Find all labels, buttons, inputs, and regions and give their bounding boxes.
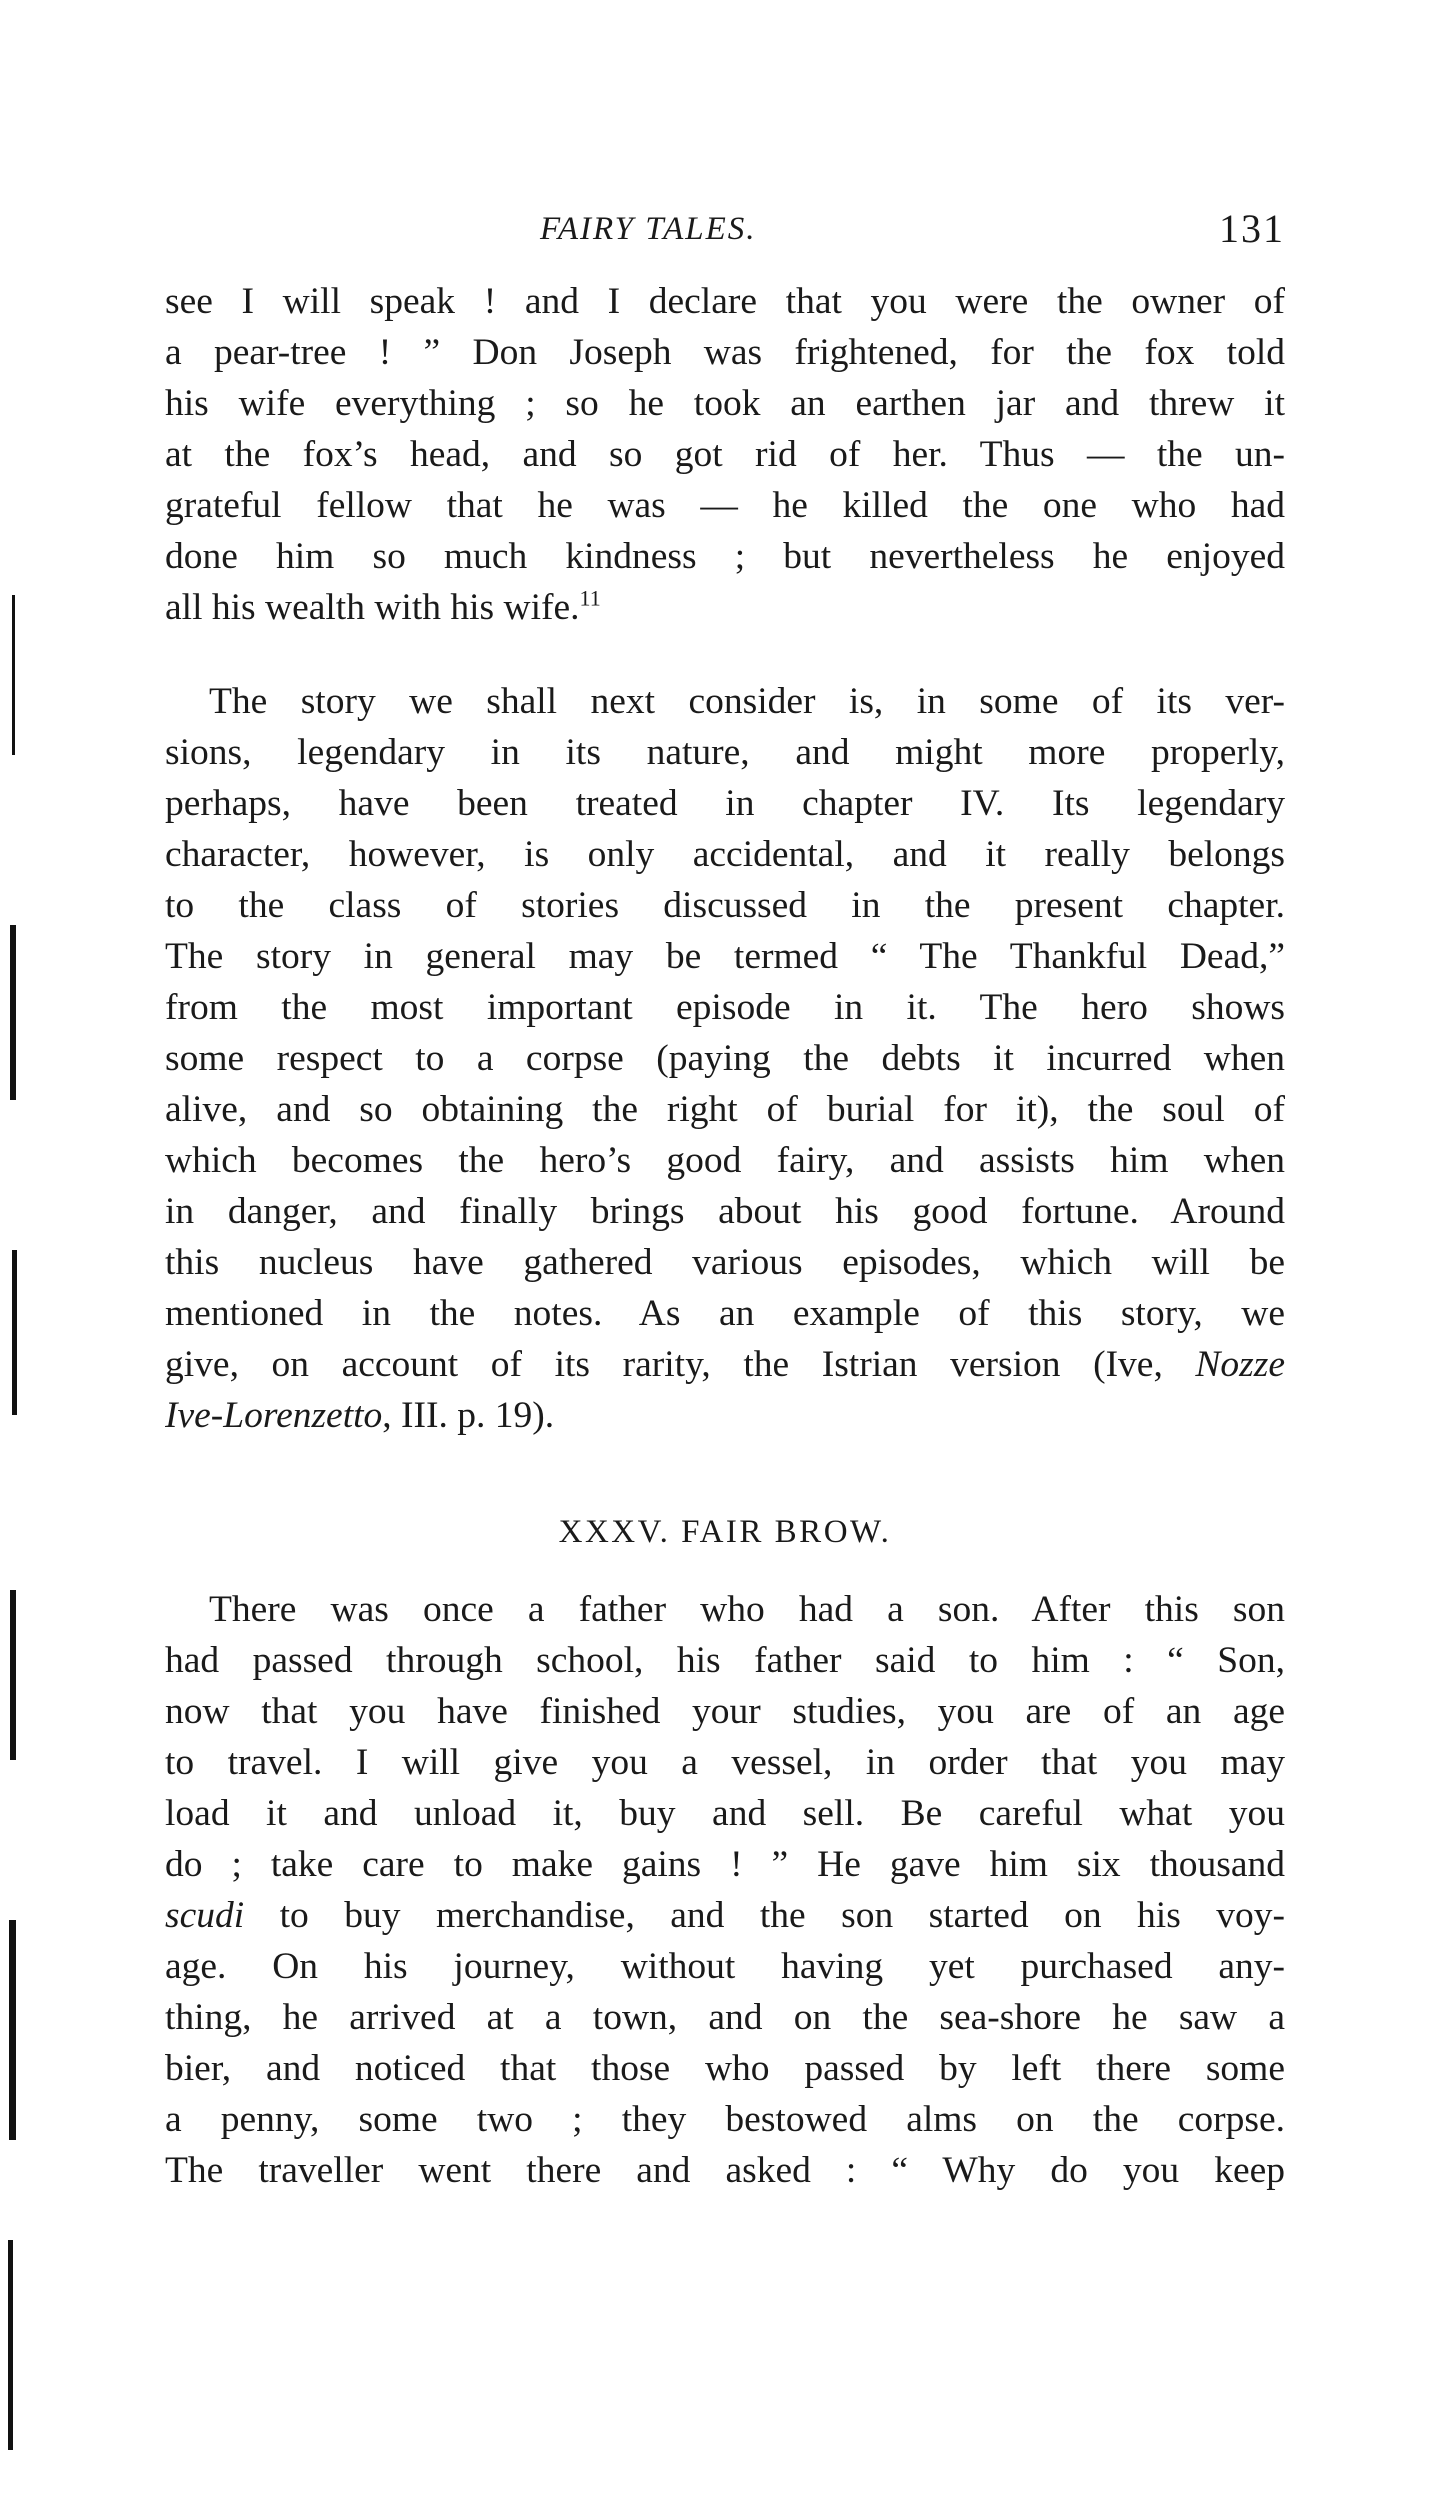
section-heading: XXXV. FAIR BROW. [558,1514,892,1550]
text-line: grateful fellow that he was — he killed the one who had [165,485,1285,526]
footnote-reference: 11 [579,585,601,611]
text-line: from the most important episode in it. The hero shows [165,987,1285,1028]
text-line: to travel. I will give you a vessel, in order that you may [165,1742,1285,1783]
text-line: age. On his journey, without having yet purchased any- [165,1946,1285,1987]
text-line: The story we shall next consider is, in some of its ver- [209,681,1285,722]
scan-edge-mark [10,1590,16,1760]
text-line: see I will speak ! and I declare that you were the owner of [165,281,1285,322]
italic-run: Nozze [1195,1344,1285,1385]
running-head [165,205,1285,255]
scan-edge-mark [12,1250,17,1415]
text-line: perhaps, have been treated in chapter IV. Its legendary [165,783,1285,824]
italic-run: scudi [165,1895,245,1936]
text-line: a pear-tree ! ” Don Joseph was frightened, for the fox told [165,332,1285,373]
scan-edge-mark [9,1920,16,2140]
text-line: do ; take care to make gains ! ” He gave him six thousand [165,1844,1285,1885]
text-line: The story in general may be termed “ The Thankful Dead,” [165,936,1285,977]
text-line: this nucleus have gathered various episodes, which will be [165,1242,1285,1283]
text-line: There was once a father who had a son. After this son [209,1589,1285,1630]
text-line: a penny, some two ; they bestowed alms on the corpse. [165,2099,1285,2140]
text-run: all his wealth with his wife. [165,587,580,628]
text-line: to the class of stories discussed in the present chapter. [165,885,1285,926]
text-line: load it and unload it, buy and sell. Be careful what you [165,1793,1285,1834]
text-line: bier, and noticed that those who passed by left there some [165,2048,1285,2089]
text-run: to buy merchandise, and the son started on his voy- [244,1895,1285,1936]
text-run: , III. p. 19). [382,1395,555,1436]
text-line: thing, he arrived at a town, and on the sea-shore he saw a [165,1997,1285,2038]
paragraph-story [165,1584,1285,2196]
scan-edge-mark [12,595,15,755]
italic-run: Ive-Lorenzetto [165,1395,383,1436]
text-line: some respect to a corpse (paying the debts it incurred when [165,1038,1285,1079]
text-line: now that you have finished your studies, you are of an age [165,1691,1285,1732]
scan-edge-mark [10,925,16,1100]
text-line [165,582,1285,633]
text-line: sions, legendary in its nature, and might more properly, [165,732,1285,773]
text-line [165,1339,1285,1390]
paragraph-continuation [165,276,1285,633]
text-line [165,1890,1285,1941]
page-number: 131 [1219,206,1285,251]
text-run: give, on account of its rarity, the Istrian version (Ive, [165,1344,1196,1385]
text-line: at the fox’s head, and so got rid of her. Thus — the un- [165,434,1285,475]
paragraph-introduction [165,676,1285,1441]
text-line: which becomes the hero’s good fairy, and assists him when [165,1140,1285,1181]
text-line: mentioned in the notes. As an example of this story, we [165,1293,1285,1334]
text-line: character, however, is only accidental, and it really belongs [165,834,1285,875]
text-line: his wife everything ; so he took an earthen jar and threw it [165,383,1285,424]
running-head-title: FAIRY TALES. [540,211,757,247]
text-line [165,1390,1285,1441]
text-line: had passed through school, his father said to him : “ Son, [165,1640,1285,1681]
text-line: in danger, and finally brings about his good fortune. Around [165,1191,1285,1232]
scan-edge-mark [8,2240,13,2450]
text-line: The traveller went there and asked : “ Why do you keep [165,2150,1285,2191]
text-line: done him so much kindness ; but nevertheless he enjoyed [165,536,1285,577]
text-line: alive, and so obtaining the right of burial for it), the soul of [165,1089,1285,1130]
